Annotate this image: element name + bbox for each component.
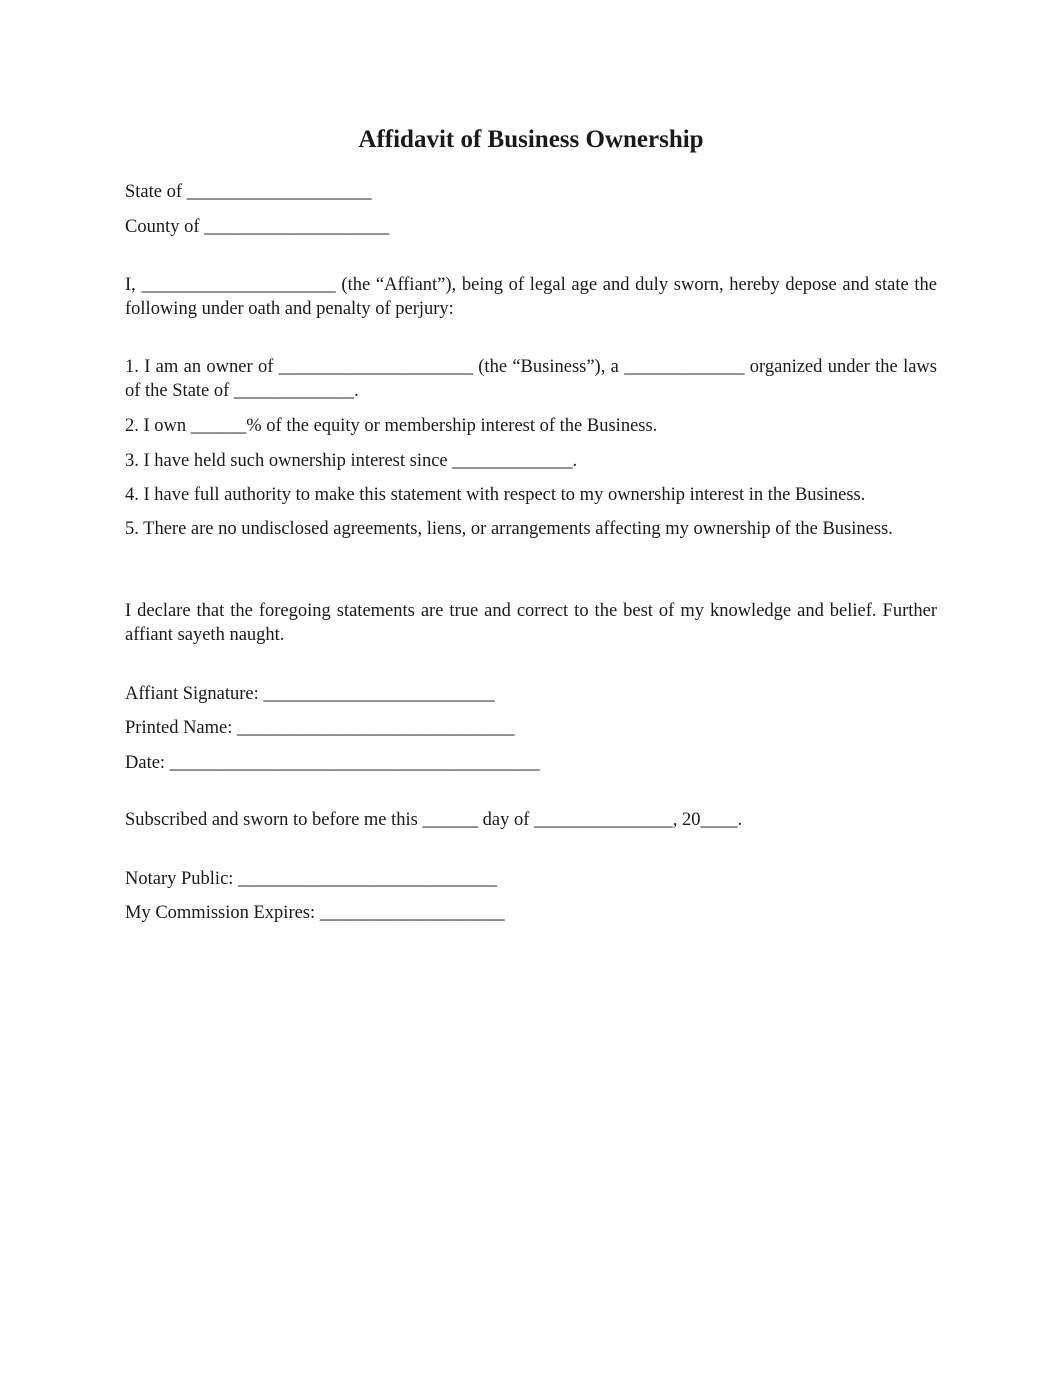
jurat-line: Subscribed and sworn to before me this ______ day of _______________, 20____. xyxy=(125,810,743,830)
item-1: 1. I am an owner of _____________________ (the “Business”), a _____________ organized under the laws of the State of _____________. xyxy=(125,357,937,401)
affiant-signature-line: Affiant Signature: _________________________ xyxy=(125,684,495,704)
item-3: 3. I have held such ownership interest since _____________. xyxy=(125,451,578,471)
declaration-paragraph: I declare that the foregoing statements are true and correct to the best of my knowledge and belief. Further affiant sayeth naught. xyxy=(125,601,937,645)
document-title: Affidavit of Business Ownership xyxy=(358,126,704,153)
notary-public-line: Notary Public: ____________________________ xyxy=(125,869,498,889)
county-of-line: County of ____________________ xyxy=(125,217,390,237)
printed-name-line: Printed Name: ______________________________ xyxy=(125,718,515,738)
item-2: 2. I own ______% of the equity or membership interest of the Business. xyxy=(125,416,658,436)
state-of-line: State of ____________________ xyxy=(125,182,372,202)
item-5: 5. There are no undisclosed agreements, liens, or arrangements affecting my ownership of the Business. xyxy=(125,519,893,539)
intro-paragraph: I, _____________________ (the “Affiant”), being of legal age and duly sworn, hereby depose and state the following under oath and penalty of perjury: xyxy=(125,275,937,319)
commission-expires-line: My Commission Expires: ____________________ xyxy=(125,903,505,923)
item-4: 4. I have full authority to make this statement with respect to my ownership interest in the Business. xyxy=(125,485,866,505)
date-line: Date: ________________________________________ xyxy=(125,753,540,773)
